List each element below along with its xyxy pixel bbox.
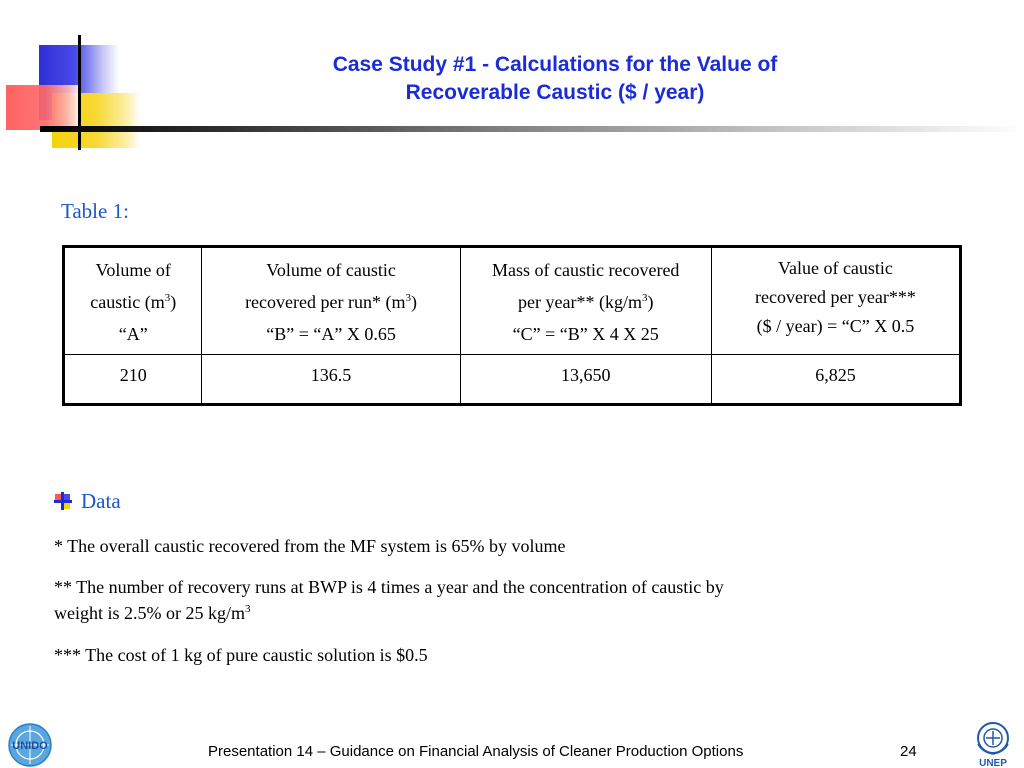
header-text: recovered per year*** — [755, 287, 916, 307]
note-3: *** The cost of 1 kg of pure caustic solution is $0.5 — [54, 645, 428, 665]
unido-logo-text: UNIDO — [12, 740, 48, 752]
header-cell-value-recovered — [711, 247, 960, 355]
header-text-with-sup: caustic $(m^3)$ — [90, 292, 177, 312]
slide-title-line1: Case Study #1 - Calculations for the Value of — [332, 53, 778, 76]
logo-vertical-line — [78, 35, 81, 150]
table-cell: 13,650 — [460, 355, 711, 405]
superscript: 3 — [405, 292, 411, 304]
note-1: * The overall caustic recovered from the MF system is 65% by volume — [54, 536, 566, 556]
table-header-row — [64, 247, 961, 355]
header-text: Mass of caustic recovered — [492, 260, 680, 280]
table-cell: 6,825 — [711, 355, 960, 405]
data-heading: Data — [81, 489, 121, 513]
slide-title — [200, 51, 910, 107]
logo-red-square — [6, 85, 78, 130]
calculation-table — [62, 245, 962, 406]
header-rule — [40, 126, 1024, 132]
unido-logo-icon — [7, 722, 53, 768]
table-cell: 136.5 — [202, 355, 460, 405]
header-text: Value of caustic — [777, 258, 893, 278]
header-text-with-sup: recovered per run* $(m^3)$ — [245, 292, 417, 312]
header-text: Volume of caustic — [266, 260, 396, 280]
header-text: caustic (m — [90, 292, 165, 312]
header-text-with-sup: per year** $(kg/m^3)$ — [518, 292, 654, 312]
slide-title-line2: Recoverable Caustic ($ / year) — [405, 81, 705, 104]
footer-text: Presentation 14 – Guidance on Financial Analysis of Cleaner Production Options — [208, 743, 744, 760]
superscript: 3 — [245, 603, 251, 615]
header-cell-volume — [64, 247, 202, 355]
superscript: 3 — [641, 292, 648, 304]
note-2-line2-text: weight is 2.5% or 25 kg/m — [54, 603, 245, 623]
page-number: 24 — [900, 743, 917, 760]
header-formula: “A” — [118, 324, 148, 344]
header-formula: ($ / year) = “C” X 0.5 — [756, 316, 915, 336]
flag-bullet-icon — [54, 492, 72, 510]
header-cell-volume-recovered — [202, 247, 460, 355]
header-formula: “C” = “B” X 4 X 25 — [512, 324, 659, 344]
unep-logo-icon — [970, 720, 1016, 768]
note-2-line1: ** The number of recovery runs at BWP is 4 times a year and the concentration of caustic by — [54, 577, 724, 597]
header-cell-mass-recovered — [460, 247, 711, 355]
table-label: Table 1: — [61, 199, 129, 223]
table-row — [64, 355, 961, 405]
note-2 — [54, 574, 724, 626]
header-text: recovered per run* (m — [245, 292, 406, 312]
table-cell: 210 — [64, 355, 202, 405]
header-text: per year** (kg/m — [518, 292, 642, 312]
header-text: Volume of — [95, 260, 171, 280]
note-2-line2 — [54, 600, 724, 626]
superscript: 3 — [164, 292, 171, 304]
unep-logo-text: UNEP — [979, 758, 1007, 768]
header-formula: “B” = “A” X 0.65 — [266, 324, 396, 344]
